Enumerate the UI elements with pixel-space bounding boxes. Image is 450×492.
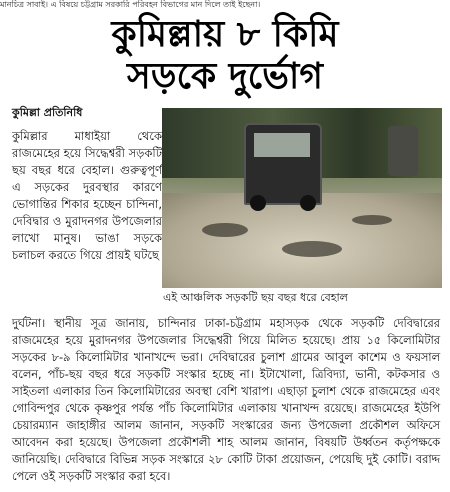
pothole [282,241,342,257]
vehicle-wheel [250,195,266,211]
vehicle-wheel [300,195,316,211]
pothole [202,223,248,237]
news-photo [162,108,442,288]
previous-article-strip: মানচিত্র সাবাই। এ বিষয়ে চট্টগ্রাম সরকারি পরিবহন বিভাগের মান দিলে তাই ইছেনা। [0,0,261,9]
byline: কুমিল্লা প্রতিনিধি [12,106,83,119]
lead-paragraph: কুমিল্লার মাধাইয়া থেকে রাজমেহের হয়ে সিদ্ধেশ্বরী সড়কটি ছয় বছর ধরে বেহাল। গুরুত্বপূর্ণ এ সড়কের দুরবস্থার কারণে ভোগান্তির শিকার হচ্ছেন চান্দিনা, দেবিদ্বার ও মুরাদনগর উপজেলার লাখো মানুষ। ভাঙা সড়কে চলাচল করতে গিয়ে প্রায়ই ঘটছে [12,129,162,262]
headline-line-1: কুমিল্লায় ৮ কিমি [111,14,339,55]
photo-caption: এই আঞ্চলিক সড়কটি ছয় বছর ধরে বেহাল [163,291,348,304]
vehicle-window [254,133,310,157]
pothole [352,215,392,225]
headline [0,14,450,98]
photo-tempo-vehicle [244,123,322,205]
body-paragraph: দুর্ঘটনা। স্থানীয় সূত্র জানায়, চান্দিনার ঢাকা-চট্টগ্রাম মহাসড়ক থেকে সড়কটি দেবিদ্বারের রাজমেহের হয়ে মুরাদনগর উপজেলার সিদ্ধেশ্বরী গিয়ে মিলিত হয়েছে। প্রায় ১৫ কিলোমিটার সড়কের ৮-৯ কিলোমিটার খানাখন্দে ভরা। দেবিদ্বারের চুলাশ গ্রামের আবুল কাশেম ও ফয়সাল বলেন, পাঁচ-ছয় বছর ধরে সড়কটি সংস্কার হচ্ছে না। ইটাখোলা, ত্রিবিদ্যা, ভানী, কটকসার ও সাইতলা এলাকার তিন কিলোমিটারের অবস্থা বেশি খারাপ। এছাড়া চুলাশ থেকে রাজমেহের এবং গোবিন্দপুর থেকে কৃষ্ণপুর পর্যন্ত পাঁচ কিলোমিটার এলাকায় খানাখন্দ রয়েছে। রাজমেহের ইউপি চেয়ারম্যান জাহাঙ্গীর আলম জানান, সড়কটি সংস্কারের জন্য উপজেলা প্রকৌশল অফিসে আবেদন করা হয়েছে। উপজেলা প্রকৌশলী শাহ আলম জানান, বিষয়টি উর্ধ্বতন কর্তৃপক্ষকে জানিয়েছি। দেবিদ্বারে বিভিন্ন সড়ক সংস্কারে ২৮ কোটি টাকা প্রয়োজন, পেয়েছি দুই কোটি। বরাদ্দ পেলে ওই সড়কটি সংস্কার করা হবে। [12,317,440,483]
photo-rickshaw [388,126,418,176]
headline-line-2: সড়কে দুর্ভোগ [127,56,323,97]
